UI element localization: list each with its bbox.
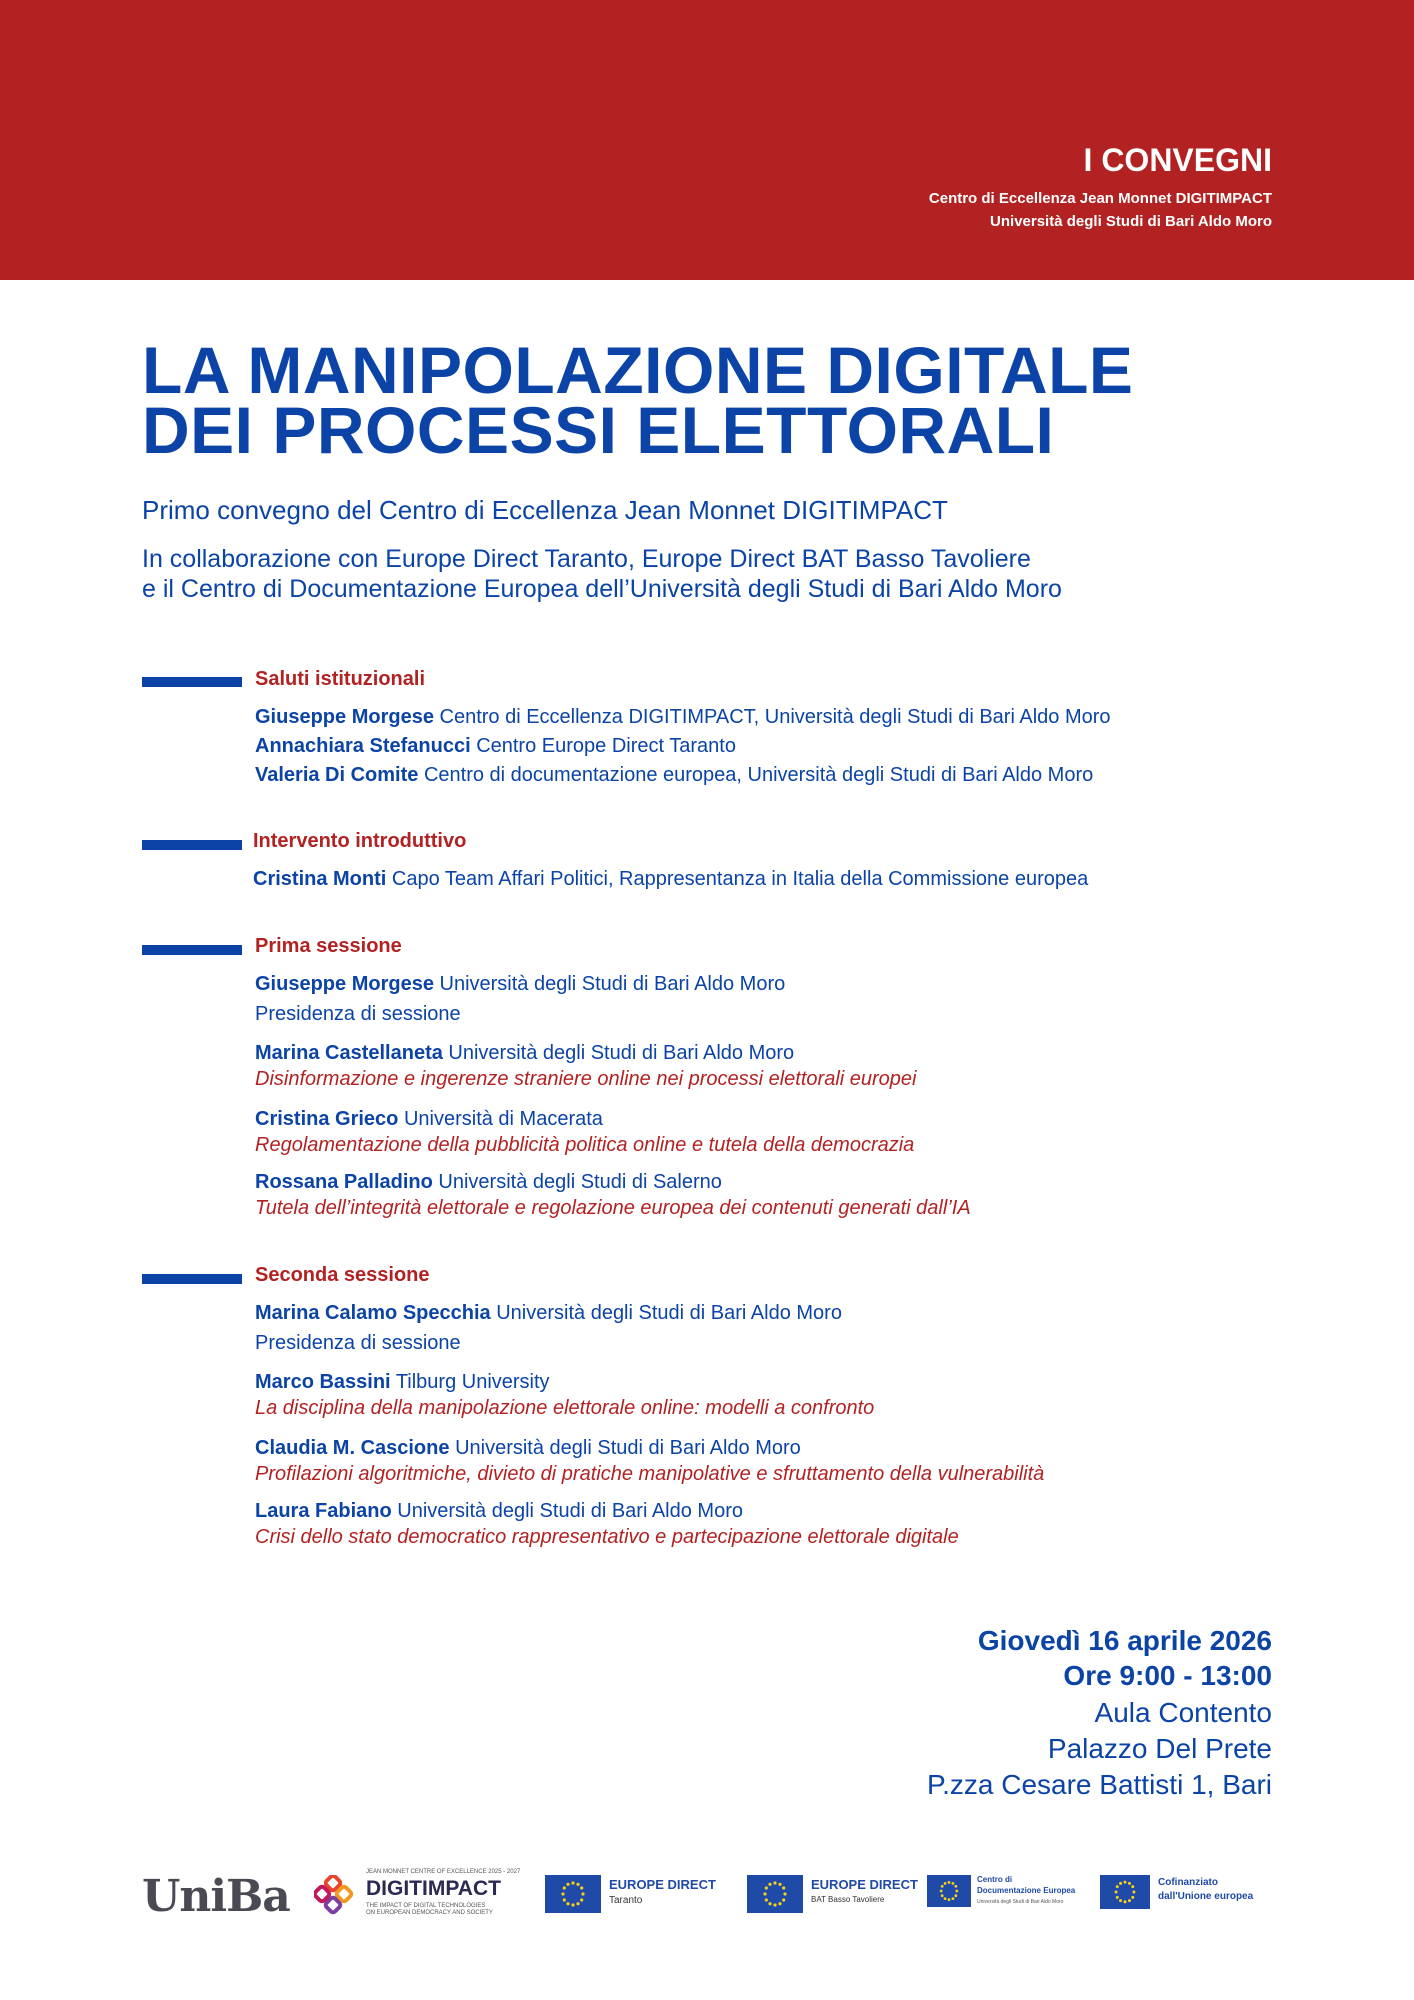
section-bar [142,840,242,850]
subtitle: Primo convegno del Centro di Eccellenza Jean Monnet DIGITIMPACT [142,495,948,525]
digitimpact-tagline-1: THE IMPACT OF DIGITAL TECHNOLOGIES [366,1903,486,1909]
speaker-affiliation: Università degli Studi di Bari Aldo Moro [496,1302,842,1324]
title-line-1: LA MANIPOLAZIONE DIGITALE [142,333,1134,407]
speaker-line [253,868,1088,891]
speaker-name: Giuseppe Morgese [255,706,434,728]
europe-direct-label: EUROPE DIRECT [811,1877,918,1892]
speaker-affiliation: Università degli Studi di Bari Aldo Moro [448,1042,795,1064]
speaker-line [255,1500,743,1523]
digitimpact-program: JEAN MONNET CENTRE OF EXCELLENCE 2025 - 2027 [366,1869,521,1875]
uniba-logo: UniBa [142,1871,290,1922]
speaker-name: Valeria Di Comite [255,764,419,786]
event-address: P.zza Cesare Battisti 1, Bari [927,1769,1272,1800]
digitimpact-name: DIGITIMPACT [366,1877,501,1900]
title-line-2: DEI PROCESSI ELETTORALI [142,393,1055,467]
speaker-name: Laura Fabiano [255,1500,392,1522]
speaker-name: Giuseppe Morgese [255,973,434,995]
cde-label-2: Documentazione Europea [977,1886,1076,1895]
cde-label-3: Università degli Studi di Bari Aldo Moro [977,1899,1064,1905]
speaker-affiliation: Università di Macerata [403,1108,603,1130]
talk-title: Disinformazione e ingerenze straniere online nei processi elettorali europei [255,1068,917,1090]
eu-flag-icon [927,1875,971,1907]
cofinanced-label-1: Cofinanziato [1158,1877,1218,1888]
speaker-line [255,1042,794,1065]
speaker-affiliation: Centro Europe Direct Taranto [476,735,736,757]
speaker-affiliation: Centro di documentazione europea, Università degli Studi di Bari Aldo Moro [423,764,1094,786]
speaker-name: Cristina Monti [253,868,387,890]
talk-title: Tutela dell’integrità elettorale e regolazione europea dei contenuti generati dall’IA [255,1197,971,1219]
university-name: Università degli Studi di Bari Aldo Moro [990,213,1272,230]
eu-flag-icon [747,1875,803,1913]
talk-title: Regolamentazione della pubblicità politica online e tutela della democrazia [255,1134,915,1156]
speaker-name: Marco Bassini [255,1371,391,1393]
speaker-name: Marina Castellaneta [255,1042,443,1064]
series-title: I CONVEGNI [1083,142,1272,178]
speaker-line [255,1171,722,1194]
organizer-name: Centro di Eccellenza Jean Monnet DIGITIMPACT [928,190,1272,207]
europe-direct-label: EUROPE DIRECT [609,1877,716,1892]
chair-line [255,1302,842,1325]
speaker-affiliation: Università degli Studi di Bari Aldo Moro [397,1500,743,1522]
speaker-line [255,764,1093,787]
chair-line [255,973,785,996]
section-heading: Prima sessione [255,935,402,957]
speaker-line [255,1437,801,1460]
speaker-name: Claudia M. Cascione [255,1437,450,1459]
header-banner [0,0,1414,280]
event-time: Ore 9:00 - 13:00 [1063,1660,1272,1691]
section-heading: Intervento introduttivo [253,830,467,852]
section-bar [142,677,242,687]
speaker-name: Rossana Palladino [255,1171,433,1193]
eu-flag-icon [545,1875,601,1913]
section-heading: Saluti istituzionali [255,668,426,690]
speaker-affiliation: Università degli Studi di Bari Aldo Moro [439,973,786,995]
section-heading: Seconda sessione [255,1264,430,1286]
speaker-name: Cristina Grieco [255,1108,399,1130]
speaker-line [255,1108,603,1131]
europe-direct-city: Taranto [609,1895,643,1906]
talk-title: Profilazioni algoritmiche, divieto di pratiche manipolative e sfruttamento della vulnerabilità [255,1463,1045,1485]
speaker-line [255,706,1111,729]
digitimpact-tagline-2: ON EUROPEAN DEMOCRACY AND SOCIETY [366,1910,493,1916]
speaker-affiliation: Tilburg University [395,1371,550,1393]
collaboration-line-2: e il Centro di Documentazione Europea dell’Università degli Studi di Bari Aldo Moro [142,575,1062,603]
partner-logos [142,1865,1272,1925]
talk-title: La disciplina della manipolazione elettorale online: modelli a confronto [255,1397,875,1419]
event-building: Palazzo Del Prete [1047,1733,1272,1764]
digitimpact-logo [314,1867,524,1923]
collaboration-line-1: In collaborazione con Europe Direct Taranto, Europe Direct BAT Basso Tavoliere [142,545,1031,573]
page-title [142,333,1292,467]
speaker-line [255,1371,550,1394]
talk-title: Crisi dello stato democratico rappresentativo e partecipazione elettorale digitale [255,1526,959,1548]
speaker-affiliation: Università degli Studi di Bari Aldo Moro [455,1437,801,1459]
speaker-name: Marina Calamo Specchia [255,1302,491,1324]
speaker-line [255,735,736,758]
digitimpact-mark-icon [314,1875,358,1919]
chair-role: Presidenza di sessione [255,1003,461,1025]
speaker-name: Annachiara Stefanucci [255,735,471,757]
section-bar [142,1274,242,1284]
event-room: Aula Contento [1094,1697,1272,1728]
section-bar [142,945,242,955]
eu-flag-icon [1100,1875,1150,1909]
chair-role: Presidenza di sessione [255,1332,461,1354]
speaker-affiliation: Centro di Eccellenza DIGITIMPACT, Università degli Studi di Bari Aldo Moro [439,706,1111,728]
europe-direct-area: BAT Basso Tavoliere [811,1895,885,1904]
cde-label-1: Centro di [977,1875,1013,1884]
event-date: Giovedì 16 aprile 2026 [977,1625,1272,1656]
speaker-affiliation: Università degli Studi di Salerno [438,1171,722,1193]
cofinanced-label-2: dall'Unione europea [1158,1891,1254,1902]
speaker-affiliation: Capo Team Affari Politici, Rappresentanza in Italia della Commissione europea [391,868,1089,890]
